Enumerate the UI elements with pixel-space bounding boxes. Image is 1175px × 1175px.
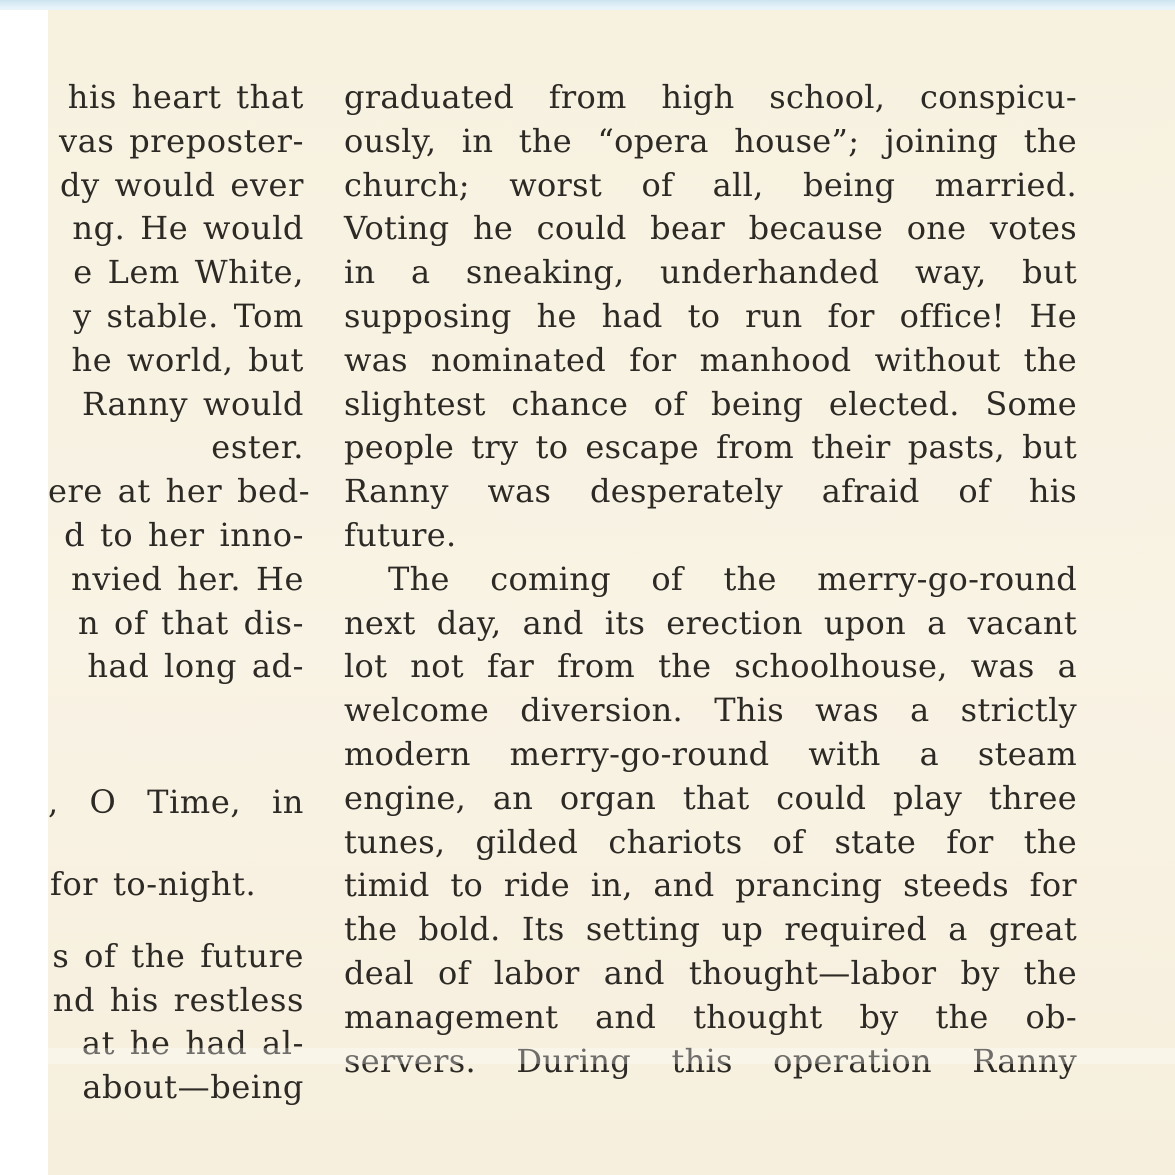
text-line: ere at her bed-: [48, 472, 311, 511]
text-line: church; worst of all, being married.: [344, 165, 1077, 204]
scan-top-edge: [0, 0, 1175, 10]
text-line: vas preposter-: [59, 121, 304, 160]
page-surface: [48, 10, 1175, 1175]
page-left-margin: [0, 10, 48, 1175]
text-line: nvied her. He: [71, 559, 304, 598]
text-line: y stable. Tom: [73, 296, 304, 335]
text-line: deal of labor and thought—labor by the: [344, 953, 1077, 992]
text-line: lot not far from the schoolhouse, was a: [344, 647, 1077, 686]
text-line: d to her inno-: [64, 515, 304, 554]
verse-line: , O Time, in: [48, 783, 304, 822]
text-line: tunes, gilded chariots of state for the: [344, 822, 1077, 861]
verse-line: for to-night.: [50, 864, 257, 903]
text-line: supposing he had to run for office! He: [344, 296, 1077, 335]
text-line: engine, an organ that could play three: [344, 778, 1077, 817]
text-line: had long ad-: [87, 647, 304, 686]
paragraph-end-line: future.: [344, 515, 457, 554]
text-line: his heart that: [67, 78, 304, 116]
text-line: the bold. Its setting up required a great: [344, 910, 1077, 949]
text-line: Ranny was desperately afraid of his: [344, 472, 1077, 511]
text-line: at he had al-: [81, 1024, 304, 1063]
text-line: ng. He would: [72, 209, 304, 248]
text-line: ously, in the “opera house”; joining the: [344, 121, 1077, 160]
text-line: welcome diversion. This was a strictly: [344, 691, 1077, 730]
text-line: n of that dis-: [78, 603, 304, 642]
text-line: slightest chance of being elected. Some: [344, 384, 1077, 423]
text-line: timid to ride in, and prancing steeds for: [344, 866, 1077, 905]
text-line: nd his restless: [52, 980, 304, 1019]
text-line: was nominated for manhood without the: [344, 340, 1077, 379]
text-line: management and thought by the ob-: [344, 997, 1077, 1036]
text-line: graduated from high school, conspicu-: [344, 78, 1077, 116]
text-line: about—being: [82, 1068, 304, 1107]
text-line: Ranny would: [82, 384, 304, 423]
text-line: next day, and its erection upon a vacant: [344, 603, 1077, 642]
text-line: Voting he could bear because one votes: [344, 209, 1077, 248]
text-line: in a sneaking, underhanded way, but: [344, 253, 1077, 292]
left-text-column: [48, 76, 311, 1110]
text-line: s of the future: [52, 936, 304, 975]
text-line: dy would ever: [60, 165, 304, 204]
text-line: ester.: [211, 428, 304, 467]
text-line: servers. During this operation Ranny: [344, 1041, 1077, 1080]
text-line: e Lem White,: [73, 253, 304, 292]
text-line: he world, but: [71, 340, 304, 379]
paragraph-start-line: The coming of the merry-go-round: [388, 559, 1077, 598]
text-line: people try to escape from their pasts, but: [344, 428, 1077, 467]
text-line: modern merry-go-round with a steam: [344, 734, 1077, 773]
right-text-column: [344, 76, 1077, 1083]
